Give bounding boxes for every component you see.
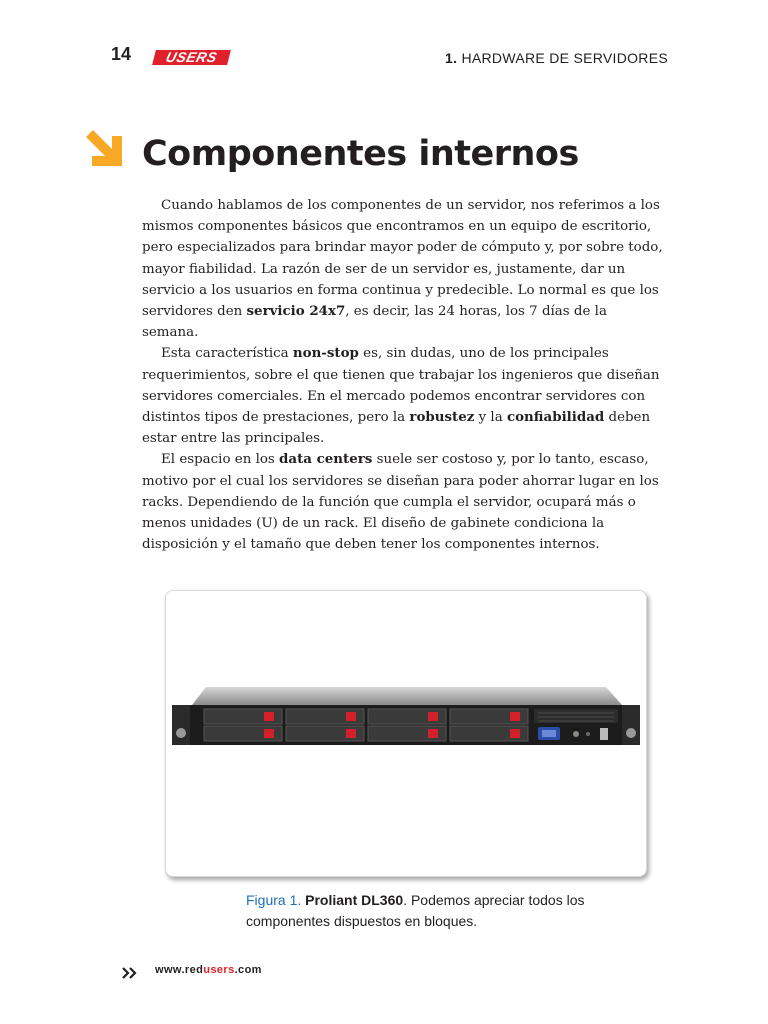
body-text bbox=[142, 195, 667, 555]
url-prefix: www.red bbox=[155, 964, 204, 976]
page-number: 14 bbox=[111, 44, 132, 64]
text-run: deben estar entre las principales. bbox=[142, 410, 651, 447]
chapter-heading bbox=[445, 50, 668, 66]
server-image bbox=[170, 683, 642, 763]
url-brand: users bbox=[203, 964, 235, 976]
figure-caption bbox=[246, 890, 606, 932]
figure-caption-text: . Podemos apreciar todos los componentes dispuestos en bloques. bbox=[246, 892, 585, 929]
figure-frame bbox=[165, 590, 647, 877]
text-run: Esta característica bbox=[161, 346, 293, 362]
paragraph-3 bbox=[142, 449, 667, 555]
arrow-down-right-icon bbox=[84, 130, 126, 170]
text-run: , es decir, las 24 horas, los 7 días de la semana. bbox=[142, 304, 607, 341]
footer-url[interactable] bbox=[155, 964, 262, 976]
paragraph-2 bbox=[142, 343, 667, 449]
section-title: Componentes internos bbox=[142, 134, 579, 174]
users-logo: USERS bbox=[152, 50, 231, 65]
paragraph-1 bbox=[142, 195, 667, 343]
text-run: es, sin dudas, uno de los principales requerimientos, sobre el que tienen que trabajar los ingenieros que diseñan servidores comerciales. En el mercado podemos encontrar servidores con distintos tipos de prestaciones, pero la bbox=[142, 346, 660, 426]
text-run: Cuando hablamos de los componentes de un servidor, nos referimos a los mismos componentes básicos que encontramos en un equipo de escritorio, pero especializados para brindar mayor poder de cómputo y, por sobre todo, mayor fiabilidad. La razón de ser de un servidor es, justamente, dar un servicio a los usuarios en forma continua y predecible. Lo normal es que los servidores den bbox=[142, 198, 663, 320]
text-run: El espacio en los bbox=[161, 452, 280, 468]
figure-name: Proliant DL360 bbox=[305, 892, 404, 908]
chapter-number: 1. bbox=[444, 50, 458, 66]
bold-term: robustez bbox=[409, 409, 475, 426]
double-chevron-right-icon bbox=[122, 967, 138, 979]
figure-label: Figura 1. bbox=[246, 892, 302, 908]
text-run: y la bbox=[474, 410, 507, 426]
chapter-title: HARDWARE DE SERVIDORES bbox=[461, 50, 668, 66]
bold-term: non-stop bbox=[292, 345, 359, 362]
bold-term: servicio 24x7 bbox=[246, 303, 346, 320]
text-run: suele ser costoso y, por lo tanto, escaso, motivo por el cual los servidores se diseñan para poder ahorrar lugar en los racks. Dependiendo de la función que cumpla el servidor, ocupará más o menos unidades (U) de un rack. El diseño de gabinete condiciona la disposición y el tamaño que deben tener los componentes internos. bbox=[142, 452, 659, 553]
bold-term: confiabilidad bbox=[506, 409, 605, 426]
bold-term: data centers bbox=[279, 451, 373, 468]
url-suffix: .com bbox=[234, 964, 262, 976]
